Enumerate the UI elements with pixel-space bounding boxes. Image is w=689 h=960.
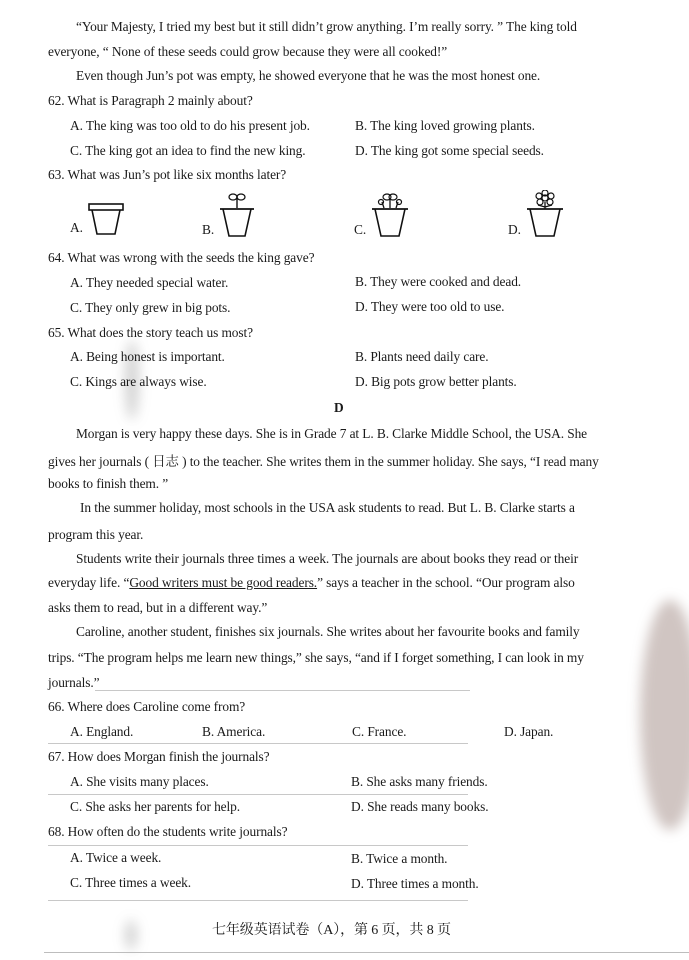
option-64-c[interactable]: C. They only grew in big pots. (70, 300, 231, 315)
question-67-stem: 67. How does Morgan finish the journals? (48, 749, 270, 764)
scan-line (95, 690, 470, 691)
passage-line: journals.” (48, 675, 100, 690)
scan-line (48, 900, 468, 901)
option-62-c[interactable]: C. The king got an idea to find the new king. (70, 143, 306, 158)
option-68-d[interactable]: D. Three times a month. (351, 876, 479, 891)
option-65-c[interactable]: C. Kings are always wise. (70, 374, 207, 389)
option-label: B. (202, 222, 215, 237)
option-66-a[interactable]: A. England. (70, 724, 134, 739)
passage-line: Even though Jun’s pot was empty, he showed everyone that he was the most honest one. (76, 68, 541, 83)
option-63-d[interactable] (508, 190, 565, 238)
passage-line: asks them to read, but in a different way.” (48, 600, 268, 615)
question-65-stem: 65. What does the story teach us most? (48, 325, 253, 340)
question-64-stem: 64. What was wrong with the seeds the king gave? (48, 250, 315, 265)
text-segment: ” says a teacher in the school. “Our program also (317, 575, 575, 590)
section-heading: D (334, 400, 344, 415)
option-64-b[interactable]: B. They were cooked and dead. (355, 274, 522, 289)
option-62-a[interactable]: A. The king was too old to do his present job. (70, 118, 310, 133)
passage-line: Morgan is very happy these days. She is in Grade 7 at L. B. Clarke Middle School, the USA. She (76, 426, 588, 441)
scan-smudge (640, 600, 689, 830)
scan-smudge (125, 920, 137, 950)
question-62-stem: 62. What is Paragraph 2 mainly about? (48, 93, 253, 108)
scan-line (48, 845, 468, 846)
question-68-stem: 68. How often do the students write journals? (48, 824, 288, 839)
option-62-d[interactable]: D. The king got some special seeds. (355, 143, 544, 158)
page-bottom-border (44, 952, 689, 953)
option-66-b[interactable]: B. America. (202, 724, 266, 739)
option-67-d[interactable]: D. She reads many books. (351, 799, 489, 814)
pot-with-sprout-icon (218, 192, 256, 238)
option-66-d[interactable]: D. Japan. (504, 724, 554, 739)
option-63-b[interactable] (202, 192, 256, 238)
passage-line: Students write their journals three times a week. The journals are about books they read or their (76, 551, 579, 566)
option-65-d[interactable]: D. Big pots grow better plants. (355, 374, 517, 389)
passage-line (48, 575, 575, 591)
empty-pot-icon (87, 200, 125, 236)
option-65-a[interactable]: A. Being honest is important. (70, 349, 225, 364)
option-64-d[interactable]: D. They were too old to use. (355, 299, 505, 314)
option-label: A. (70, 220, 84, 235)
question-66-stem: 66. Where does Caroline come from? (48, 699, 246, 714)
option-68-c[interactable]: C. Three times a week. (70, 875, 192, 890)
option-label: C. (354, 222, 367, 237)
question-63-stem: 63. What was Jun’s pot like six months later? (48, 167, 287, 182)
option-62-b[interactable]: B. The king loved growing plants. (355, 118, 535, 133)
option-67-c[interactable]: C. She asks her parents for help. (70, 799, 240, 814)
option-65-b[interactable]: B. Plants need daily care. (355, 349, 489, 364)
scan-line (48, 794, 468, 795)
underlined-quote: Good writers must be good readers. (129, 575, 318, 590)
option-67-b[interactable]: B. She asks many friends. (351, 774, 488, 789)
passage-line: Caroline, another student, finishes six journals. She writes about her favourite books and family (76, 624, 580, 639)
option-63-a[interactable] (70, 200, 125, 236)
passage-line: trips. “The program helps me learn new things,” she says, “and if I forget something, I can look in my (48, 650, 584, 665)
option-66-c[interactable]: C. France. (352, 724, 407, 739)
option-68-b[interactable]: B. Twice a month. (351, 851, 448, 866)
option-68-a[interactable]: A. Twice a week. (70, 850, 162, 865)
text-segment: everyday life. “ (48, 575, 130, 590)
option-64-a[interactable]: A. They needed special water. (70, 275, 229, 290)
passage-line: “Your Majesty, I tried my best but it still didn’t grow anything. I’m really sorry. ” The king told (76, 19, 577, 34)
pot-with-flower-icon (525, 190, 565, 238)
option-label: D. (508, 222, 522, 237)
passage-line: program this year. (48, 527, 144, 542)
passage-line: books to finish them. ” (48, 476, 169, 491)
passage-line: gives her journals ( 日志 ) to the teacher. She writes them in the summer holiday. She says, “I read many (48, 454, 599, 469)
option-63-c[interactable] (354, 192, 410, 238)
scan-line (48, 743, 468, 744)
passage-line: In the summer holiday, most schools in the USA ask students to read. But L. B. Clarke starts a (80, 500, 575, 515)
passage-line: everyone, “ None of these seeds could grow because they were all cooked!” (48, 44, 448, 59)
page-footer: 七年级英语试卷（A），第 6 页，共 8 页 (212, 923, 451, 938)
pot-with-small-plant-icon (370, 192, 410, 238)
option-67-a[interactable]: A. She visits many places. (70, 774, 209, 789)
